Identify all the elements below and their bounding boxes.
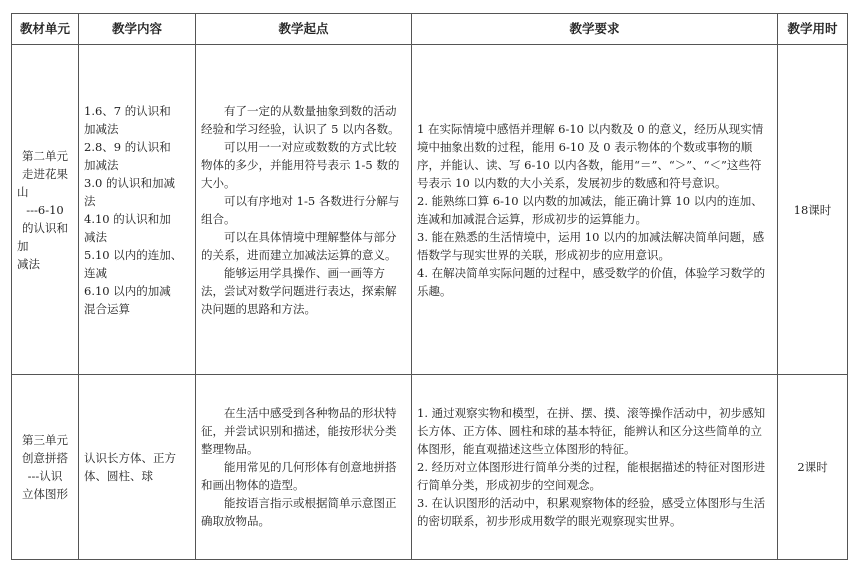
content-line: 加减法 (84, 157, 119, 172)
unit-cell (12, 375, 79, 560)
requirement-item: 3. 能在熟悉的生活情境中，运用 10 以内的加减法解决简单问题，感悟数学与现实世界的关联，形成初步的应用意识。 (417, 229, 765, 262)
starting-point-paragraph: 可以用一一对应或数数的方式比较物体的多少，并能用符号表示 1-5 数的大小。 (201, 139, 400, 190)
requirement-item: 1 在实际情境中感悟并理解 6-10 以内数及 0 的意义，经历从现实情境中抽象出数的过程，能用 6-10 及 0 表示物体的个数或事物的顺序，并能认、读、写 6-10 以内各数，能用“＝”、“＞”、“＜”这些符号表示 10 以内数的大小关系，发展初步的数感和符号意识。 (417, 121, 764, 190)
content-line: 混合运算 (84, 301, 130, 316)
starting-point-paragraph: 能够运用学具操作、画一画等方法，尝试对数学问题进行表达，探索解决问题的思路和方法。 (201, 265, 397, 316)
starting-point-paragraph: 可以有序地对 1-5 各数进行分解与组合。 (201, 193, 400, 226)
content-line: 1.6、7 的认识和 (84, 103, 171, 118)
header-starting-point: 教学起点 (196, 14, 412, 45)
hours-cell: 2课时 (778, 375, 848, 560)
content-line: 体、圆柱、球 (84, 469, 153, 483)
requirement-item: 2. 能熟练口算 6-10 以内数的加减法，能正确计算 10 以内的连加、连减和加减混合运算，形成初步的运算能力。 (417, 193, 763, 226)
starting-point-cell (196, 45, 412, 375)
content-line: 6.10 以内的加减 (84, 283, 171, 298)
starting-point-paragraph: 有了一定的从数量抽象到数的活动经验和学习经验，认识了 5 以内各数。 (201, 103, 400, 136)
unit-line: 走进花果 (22, 166, 68, 181)
requirement-item: 3. 在认识图形的活动中，积累观察物体的经验，感受立体图形与生活的密切联系，初步形成用数学的眼光观察现实世界。 (417, 496, 766, 528)
header-hours: 教学用时 (778, 14, 848, 45)
teaching-plan-table (11, 13, 848, 560)
table-row (12, 45, 848, 375)
unit-line: 第二单元 (22, 148, 68, 163)
requirement-item: 2. 经历对立体图形进行简单分类的过程，能根据描述的特征对图形进行简单分类，形成初步的空间观念。 (417, 460, 766, 492)
content-line: 4.10 的认识和加 (84, 211, 171, 226)
content-line: 2.8、9 的认识和 (84, 139, 171, 154)
content-line: 认识长方体、正方 (84, 451, 176, 465)
starting-point-paragraph: 能用常见的几何形体有创意地拼搭和画出物体的造型。 (201, 460, 397, 492)
header-unit: 教材单元 (12, 14, 79, 45)
content-line: 法 (84, 193, 96, 208)
content-line: 连减 (84, 265, 107, 280)
unit-line: 立体图形 (22, 487, 68, 501)
unit-line: 加 (17, 238, 29, 253)
unit-line: 的认识和 (22, 220, 68, 235)
starting-point-paragraph: 在生活中感受到各种物品的形状特征，并尝试识别和描述，能按形状分类整理物品。 (201, 406, 397, 456)
starting-point-paragraph: 能按语言指示或根据简单示意图正确取放物品。 (201, 496, 397, 528)
table-header-row (12, 14, 848, 45)
requirements-cell (412, 375, 778, 560)
unit-line: 第三单元 (22, 433, 68, 447)
starting-point-paragraph: 可以在具体情境中理解整体与部分的关系，进而建立加减法运算的意义。 (201, 229, 397, 262)
unit-line: ---认识 (27, 469, 63, 483)
hours-cell: 18课时 (778, 45, 848, 375)
header-requirements: 教学要求 (412, 14, 778, 45)
content-cell (79, 375, 196, 560)
content-line: 3.0 的认识和加减 (84, 175, 175, 190)
content-line: 加减法 (84, 121, 119, 136)
unit-line: 山 (17, 184, 29, 199)
unit-line: 减法 (17, 256, 40, 271)
requirement-item: 1. 通过观察实物和模型，在拼、摆、摸、滚等操作活动中，初步感知长方体、正方体、圆柱和球的基本特征，能辨认和区分这些简单的立体图形，能直观描述这些立体图形的特征。 (417, 406, 766, 456)
requirements-cell (412, 45, 778, 375)
table-row (12, 375, 848, 560)
content-line: 5.10 以内的连加、 (84, 247, 183, 262)
unit-cell (12, 45, 79, 375)
starting-point-cell (196, 375, 412, 560)
unit-line: ---6-10 (26, 202, 64, 217)
content-line: 减法 (84, 229, 107, 244)
content-cell (79, 45, 196, 375)
unit-line: 创意拼搭 (22, 451, 68, 465)
requirement-item: 4. 在解决简单实际问题的过程中，感受数学的价值，体验学习数学的乐趣。 (417, 265, 766, 298)
header-content: 教学内容 (79, 14, 196, 45)
